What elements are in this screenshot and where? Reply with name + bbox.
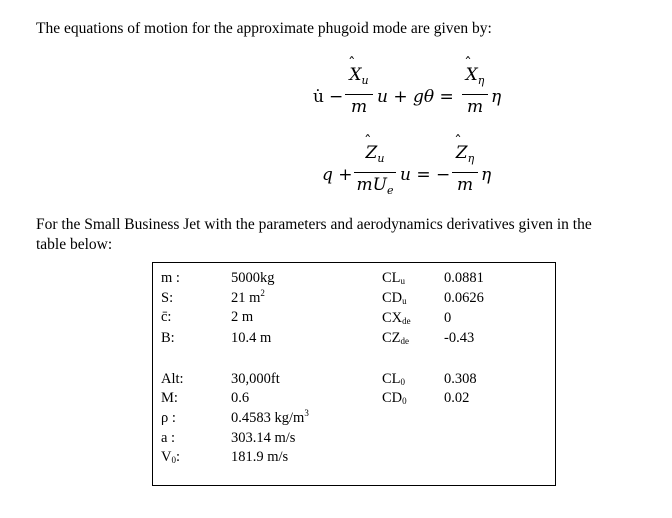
- value-mach: 0.6: [231, 390, 250, 406]
- minus-sign: −: [329, 87, 344, 107]
- coef-cxde-value: 0: [444, 310, 452, 326]
- value-sound-speed: 303.14 m/s: [231, 430, 296, 446]
- eq2-eta: η: [481, 165, 492, 185]
- intro-text: The equations of motion for the approximate phugoid mode are given by:: [36, 20, 492, 37]
- fraction-zu-over-mue: ̂ $Z_u$ $mU_e$: [354, 140, 396, 200]
- coef-cdu-value: 0.0626: [444, 290, 484, 306]
- value-velocity: 181.9 m/s: [231, 449, 289, 465]
- label-mach: M:: [161, 390, 178, 406]
- coef-clu-value: 0.0881: [444, 270, 484, 286]
- body-text-line-1: For the Small Business Jet with the parameters and aerodynamics derivatives given in the: [36, 216, 592, 233]
- label-mass: m :: [161, 270, 180, 286]
- coef-cdu: CDu: [382, 290, 407, 306]
- coef-cl0: CL0: [382, 371, 406, 387]
- value-span: 10.4 m: [231, 330, 272, 346]
- label-span: B:: [161, 330, 175, 346]
- fraction-zeta-over-m: ̂ $Z_\eta$ m: [452, 140, 478, 200]
- label-density: ρ :: [161, 410, 176, 426]
- coef-cl0-value: 0.308: [444, 371, 477, 387]
- label-altitude: Alt:: [161, 371, 184, 387]
- coef-cxde: CXde: [382, 310, 411, 326]
- coef-cd0: CD0: [382, 390, 407, 406]
- eq2-lead: q +: [322, 165, 353, 185]
- coef-cd0-value: 0.02: [444, 390, 470, 406]
- body-text-line-2: table below:: [36, 236, 113, 253]
- parameters-table: [152, 262, 556, 486]
- value-mass: 5000kg: [231, 270, 275, 286]
- value-area: 21 $m^2$: [231, 288, 265, 306]
- label-chord: c̄:: [161, 309, 172, 325]
- fraction-xeta-over-m: ̂ $X_\eta$ m: [462, 62, 488, 122]
- value-altitude: 30,000ft: [231, 371, 280, 387]
- eq1-eta: η: [491, 87, 502, 107]
- value-chord: 2 m: [231, 309, 254, 325]
- coef-czde-value: -0.43: [444, 330, 475, 346]
- u-dot-symbol: u̇: [313, 87, 324, 107]
- eq1-middle-terms: u + gθ =: [377, 87, 454, 107]
- coef-clu: CLu: [382, 270, 406, 286]
- label-area: S:: [161, 290, 174, 306]
- value-density: 0.4583 $kg/m^3$: [231, 408, 309, 426]
- coef-czde: CZde: [382, 330, 410, 346]
- label-velocity: V0:: [161, 449, 181, 465]
- eq2-middle-terms: u = −: [400, 165, 451, 185]
- fraction-xu-over-m: ̂ $X_u$ m: [345, 62, 373, 122]
- label-sound-speed: a :: [161, 430, 176, 446]
